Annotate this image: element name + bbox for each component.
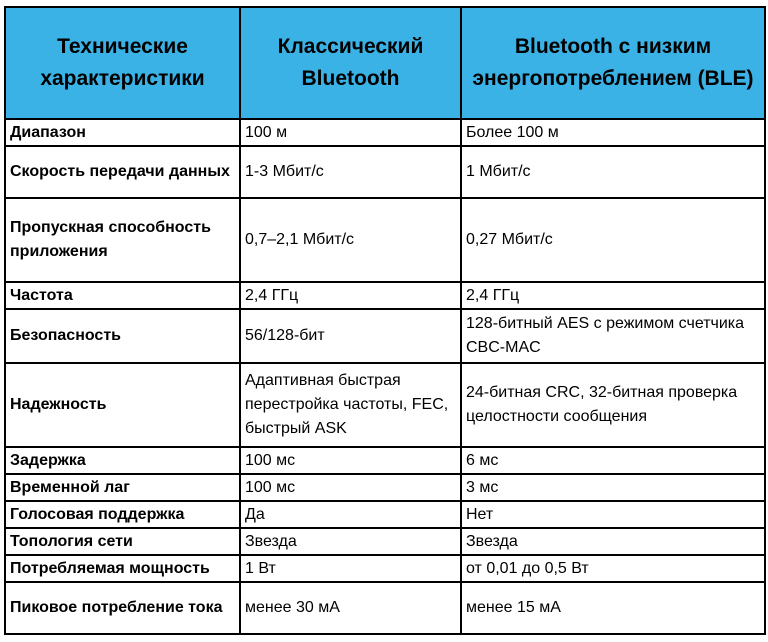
row-classic-value: Да [240, 501, 461, 528]
table-row [5, 501, 765, 528]
row-param: Голосовая поддержка [5, 501, 240, 528]
row-classic-value: 1-3 Мбит/с [240, 146, 461, 198]
row-classic-value: 56/128-бит [240, 309, 461, 363]
table-row [5, 555, 765, 582]
row-classic-value: Адаптивная быстрая перестройка частоты, FEC, быстрый ASK [240, 363, 461, 447]
table-row [5, 146, 765, 198]
header-row [5, 7, 765, 119]
row-classic-value: 100 мс [240, 447, 461, 474]
row-ble-value: 0,27 Мбит/с [461, 198, 765, 282]
row-ble-value: 128-битный AES с режимом счетчика CBC-MAC [461, 309, 765, 363]
table-row [5, 474, 765, 501]
row-classic-value: 0,7–2,1 Мбит/с [240, 198, 461, 282]
row-classic-value: 2,4 ГГц [240, 282, 461, 309]
row-param: Диапазон [5, 119, 240, 146]
row-classic-value: 1 Вт [240, 555, 461, 582]
row-ble-value: 3 мс [461, 474, 765, 501]
row-ble-value: 1 Мбит/с [461, 146, 765, 198]
table-row [5, 363, 765, 447]
row-param: Надежность [5, 363, 240, 447]
row-param: Временной лаг [5, 474, 240, 501]
header-ble: Bluetooth с низким энергопотреблением (BLE) [461, 7, 765, 119]
row-ble-value: 2,4 ГГц [461, 282, 765, 309]
header-classic-bluetooth: Классический Bluetooth [240, 7, 461, 119]
row-classic-value: 100 м [240, 119, 461, 146]
table-row [5, 119, 765, 146]
row-param: Пропускная способность приложения [5, 198, 240, 282]
row-ble-value: Звезда [461, 528, 765, 555]
table-row [5, 309, 765, 363]
row-ble-value: Более 100 м [461, 119, 765, 146]
row-param: Скорость передачи данных [5, 146, 240, 198]
row-param: Потребляемая мощность [5, 555, 240, 582]
row-classic-value: менее 30 мА [240, 582, 461, 634]
row-ble-value: 24-битная CRC, 32-битная проверка целостности сообщения [461, 363, 765, 447]
row-ble-value: менее 15 мА [461, 582, 765, 634]
comparison-table [4, 6, 766, 635]
table-row [5, 282, 765, 309]
row-param: Безопасность [5, 309, 240, 363]
row-param: Частота [5, 282, 240, 309]
row-param: Топология сети [5, 528, 240, 555]
header-characteristics: Технические характеристики [5, 7, 240, 119]
row-param: Задержка [5, 447, 240, 474]
table-row [5, 447, 765, 474]
row-param: Пиковое потребление тока [5, 582, 240, 634]
row-classic-value: Звезда [240, 528, 461, 555]
row-ble-value: 6 мс [461, 447, 765, 474]
row-ble-value: от 0,01 до 0,5 Вт [461, 555, 765, 582]
row-ble-value: Нет [461, 501, 765, 528]
table-row [5, 198, 765, 282]
table-row [5, 528, 765, 555]
row-classic-value: 100 мс [240, 474, 461, 501]
table-row [5, 582, 765, 634]
